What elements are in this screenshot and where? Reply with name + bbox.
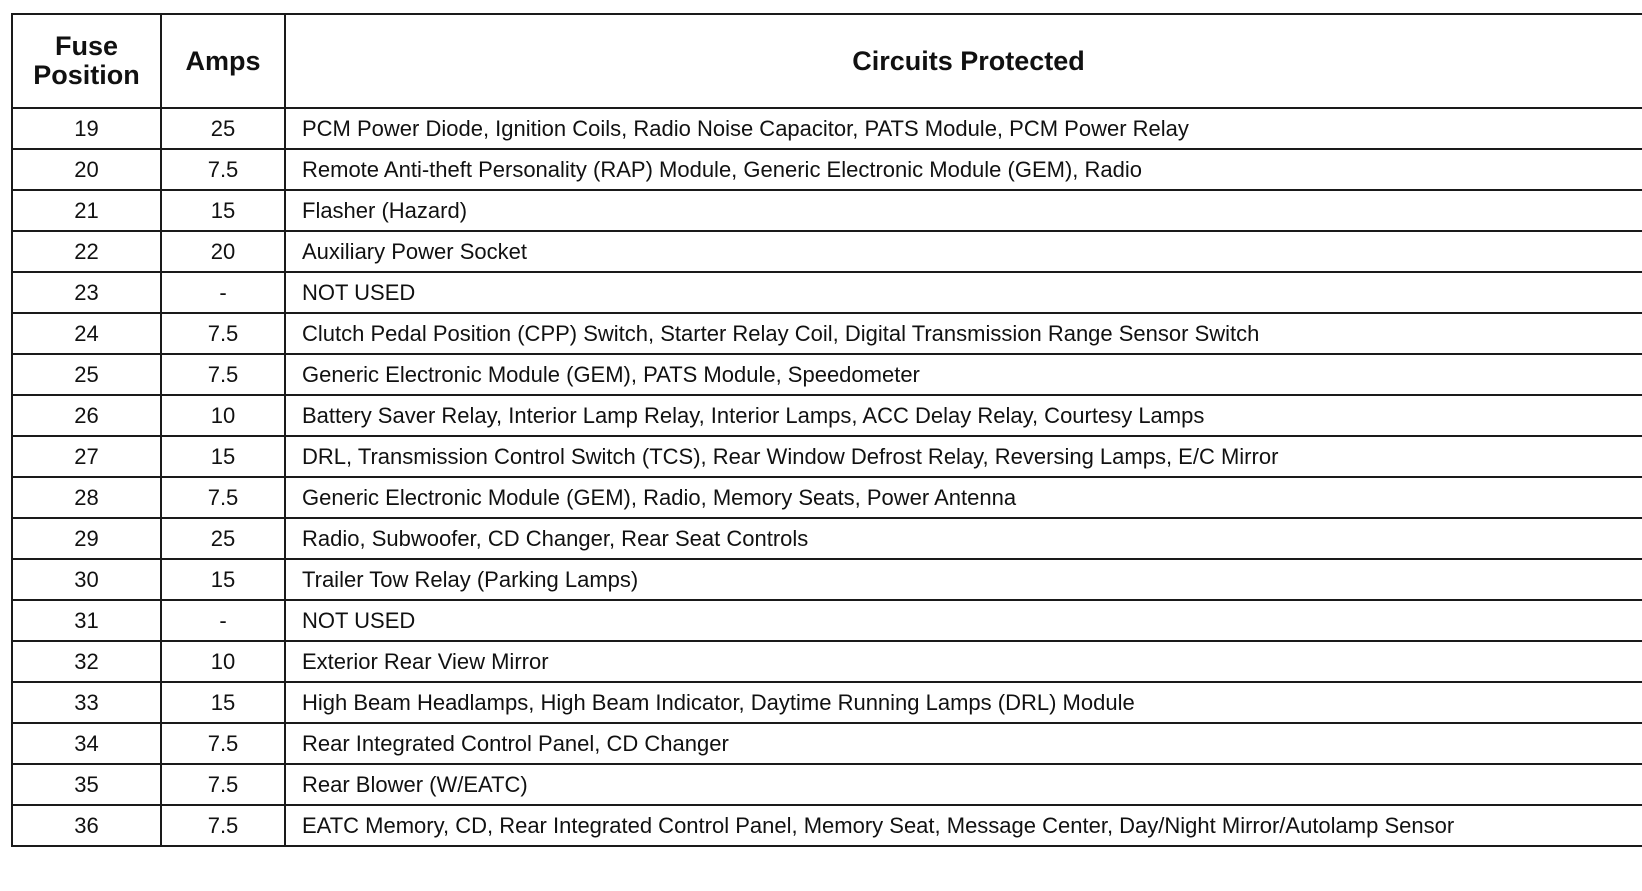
table-row — [12, 395, 1642, 436]
amps-cell: 15 — [161, 190, 285, 231]
amps-cell: 7.5 — [161, 313, 285, 354]
table-row — [12, 149, 1642, 190]
fuse-position-cell: 33 — [12, 682, 161, 723]
header-fuse-position-line2: Position — [33, 60, 140, 90]
amps-cell: 15 — [161, 436, 285, 477]
circuits-cell: Flasher (Hazard) — [285, 190, 1642, 231]
amps-cell: 25 — [161, 518, 285, 559]
circuits-cell: Auxiliary Power Socket — [285, 231, 1642, 272]
fuse-position-cell: 35 — [12, 764, 161, 805]
circuits-cell: Rear Blower (W/EATC) — [285, 764, 1642, 805]
table-row — [12, 764, 1642, 805]
amps-cell: 7.5 — [161, 149, 285, 190]
table-row — [12, 805, 1642, 846]
circuits-cell: Clutch Pedal Position (CPP) Switch, Starter Relay Coil, Digital Transmission Range Sensor Switch — [285, 313, 1642, 354]
fuse-position-cell: 23 — [12, 272, 161, 313]
amps-cell: - — [161, 600, 285, 641]
amps-cell: 7.5 — [161, 764, 285, 805]
amps-cell: - — [161, 272, 285, 313]
amps-cell: 7.5 — [161, 477, 285, 518]
fuse-position-cell: 32 — [12, 641, 161, 682]
circuits-cell: DRL, Transmission Control Switch (TCS), Rear Window Defrost Relay, Reversing Lamps, E/C Mirror — [285, 436, 1642, 477]
amps-cell: 15 — [161, 682, 285, 723]
table-row — [12, 641, 1642, 682]
table-body — [12, 108, 1642, 846]
header-row — [12, 14, 1642, 108]
amps-cell: 20 — [161, 231, 285, 272]
header-fuse-position — [12, 14, 161, 108]
amps-cell: 7.5 — [161, 805, 285, 846]
table-row — [12, 682, 1642, 723]
circuits-cell: Rear Integrated Control Panel, CD Changer — [285, 723, 1642, 764]
header-fuse-position-line1: Fuse — [54, 31, 119, 61]
table-row — [12, 723, 1642, 764]
table-row — [12, 272, 1642, 313]
table-row — [12, 559, 1642, 600]
fuse-position-cell: 25 — [12, 354, 161, 395]
fuse-position-cell: 36 — [12, 805, 161, 846]
circuits-cell: Battery Saver Relay, Interior Lamp Relay, Interior Lamps, ACC Delay Relay, Courtesy Lamps — [285, 395, 1642, 436]
amps-cell: 10 — [161, 641, 285, 682]
fuse-position-cell: 34 — [12, 723, 161, 764]
circuits-cell: NOT USED — [285, 600, 1642, 641]
circuits-cell: Exterior Rear View Mirror — [285, 641, 1642, 682]
amps-cell: 25 — [161, 108, 285, 149]
header-circuits-protected: Circuits Protected — [285, 14, 1642, 108]
fuse-position-cell: 29 — [12, 518, 161, 559]
circuits-cell: Trailer Tow Relay (Parking Lamps) — [285, 559, 1642, 600]
circuits-cell: PCM Power Diode, Ignition Coils, Radio Noise Capacitor, PATS Module, PCM Power Relay — [285, 108, 1642, 149]
table-row — [12, 108, 1642, 149]
table-row — [12, 354, 1642, 395]
fuse-position-cell: 26 — [12, 395, 161, 436]
table-row — [12, 477, 1642, 518]
table-row — [12, 436, 1642, 477]
fuse-position-cell: 20 — [12, 149, 161, 190]
header-amps: Amps — [161, 14, 285, 108]
table-row — [12, 600, 1642, 641]
fuse-position-cell: 22 — [12, 231, 161, 272]
fuse-position-cell: 24 — [12, 313, 161, 354]
circuits-cell: Radio, Subwoofer, CD Changer, Rear Seat Controls — [285, 518, 1642, 559]
table-row — [12, 313, 1642, 354]
circuits-cell: Generic Electronic Module (GEM), PATS Module, Speedometer — [285, 354, 1642, 395]
table-row — [12, 518, 1642, 559]
fuse-position-cell: 19 — [12, 108, 161, 149]
amps-cell: 7.5 — [161, 723, 285, 764]
circuits-cell: High Beam Headlamps, High Beam Indicator, Daytime Running Lamps (DRL) Module — [285, 682, 1642, 723]
circuits-cell: EATC Memory, CD, Rear Integrated Control Panel, Memory Seat, Message Center, Day/Night Mirror/Autolamp Sensor — [285, 805, 1642, 846]
amps-cell: 10 — [161, 395, 285, 436]
table-row — [12, 190, 1642, 231]
circuits-cell: Generic Electronic Module (GEM), Radio, Memory Seats, Power Antenna — [285, 477, 1642, 518]
fuse-position-cell: 28 — [12, 477, 161, 518]
amps-cell: 7.5 — [161, 354, 285, 395]
amps-cell: 15 — [161, 559, 285, 600]
table-row — [12, 231, 1642, 272]
fuse-position-cell: 21 — [12, 190, 161, 231]
fuse-table — [11, 13, 1642, 847]
circuits-cell: NOT USED — [285, 272, 1642, 313]
fuse-position-cell: 31 — [12, 600, 161, 641]
circuits-cell: Remote Anti-theft Personality (RAP) Module, Generic Electronic Module (GEM), Radio — [285, 149, 1642, 190]
table-header — [12, 14, 1642, 108]
fuse-position-cell: 27 — [12, 436, 161, 477]
fuse-position-cell: 30 — [12, 559, 161, 600]
